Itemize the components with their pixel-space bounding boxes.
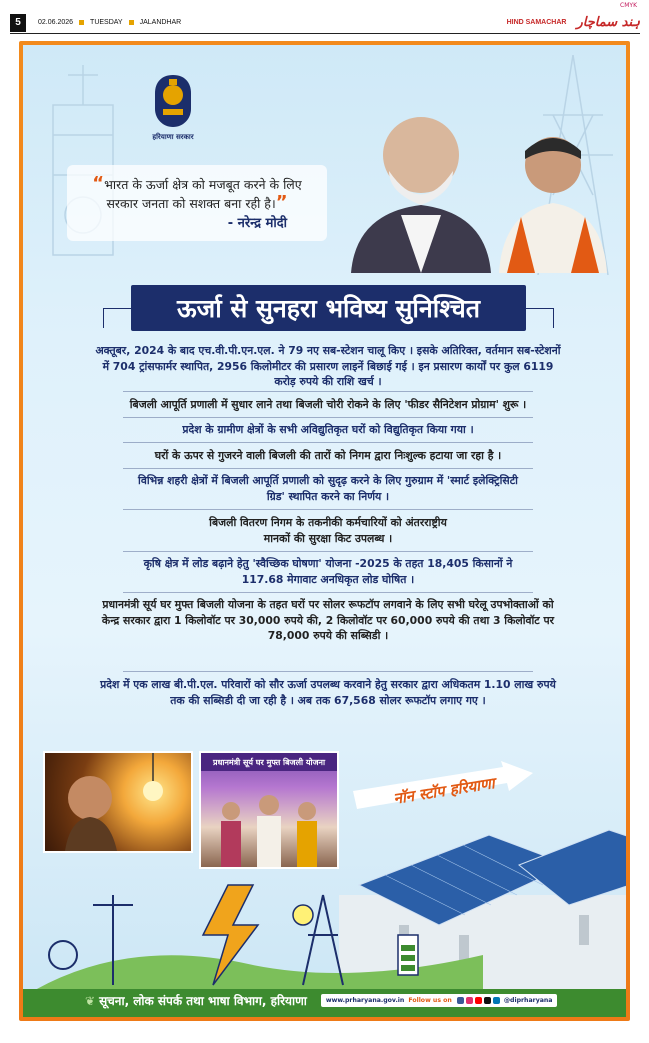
print-color-mark: CMYK [620,2,637,9]
cm-portrait [493,107,613,273]
slogan-text: नॉन स्टॉप हरियाणा [392,774,496,808]
quote-line-2: सरकार जनता को सशक्त बना रही है।” [106,192,288,213]
advertisement-footer [23,989,626,1011]
facebook-icon[interactable] [457,997,464,1004]
separator-dot [129,20,134,25]
point-6: बिजली वितरण निगम के तकनीकी कर्मचारियों को अंतरराष्ट्रीय मानकों की सुरक्षा किट उपलब्ध । [209,516,447,545]
x-icon[interactable] [484,997,491,1004]
divider [123,509,533,510]
social-handle[interactable]: @diprharyana [503,996,553,1004]
close-quote-icon: ” [275,192,288,213]
energy-illustration [23,875,483,997]
divider [123,442,533,443]
masthead-date: 02.06.2026 [38,19,74,26]
advertisement-body [23,45,626,1017]
divider [123,417,533,418]
point-2: बिजली आपूर्ति प्रणाली में सुधार लाने तथा बिजली चोरी रोकने के लिए 'फीडर सैनिटेशन प्रोग्राम' शुरू । [129,398,527,411]
point-3: प्रदेश के ग्रामीण क्षेत्रों के सभी अविद्युतिकृत घरों को विद्युतिकृत किया गया । [182,423,474,436]
pm-quote-box [67,165,327,241]
point-5: विभिन्न शहरी क्षेत्रों में बिजली आपूर्ति प्रणाली को सुदृढ़ करने के लिए गुरुग्राम में 'स्मार्ट इलेक्ट्रिसिटी ग्रिड' स्थापित करने का निर्णय । [138,474,518,503]
point-8: प्रधानमंत्री सूर्य घर मुफ्त बिजली योजना के तहत घरों पर सोलर रूफटॉप लगवाने के लिए सभी घरेलू उपभोक्ताओं को केन्द्र सरकार द्वारा 1 किलोवॉट पर 30,000 रुपये की, 2 किलोवॉट पर 60,000 रुपये की तथा 3 किलोवॉट पर 78,000 रुपये की सब्सिडी । [101,598,555,642]
department-name: ❦ सूचना, लोक संपर्क तथा भाषा विभाग, हरियाणा [85,993,307,1008]
divider [123,551,533,552]
divider [123,468,533,469]
haryana-emblem-icon [151,73,195,129]
masthead-brand: HIND SAMACHAR [506,19,567,26]
website-link[interactable]: www.prharyana.gov.in [325,996,405,1004]
scheme-banner-text: प्रधानमंत्री सूर्य घर मुफ्त बिजली योजना [201,753,337,771]
masthead-city: JALANDHAR [139,19,182,26]
point-7: कृषि क्षेत्र में लोड बढ़ाने हेतु 'स्वैच्छिक घोषणा' योजना -2025 के तहत 18,405 किसानों ने 117.68 मेगावाट अनधिकृत लोड घोषित । [143,557,513,586]
open-quote-icon: “ [92,173,105,194]
pm-portrait [331,93,511,273]
government-advertisement [19,41,630,1021]
separator-dot [79,20,84,25]
footer-contact-strip [321,994,558,1007]
point-9: प्रदेश में एक लाख बी.पी.एल. परिवारों को सौर ऊर्जा उपलब्ध करवाने हेतु सरकार द्वारा अधिकतम 1.10 लाख रुपये तक की सब्सिडी दी जा रही है । अब तक 67,568 सोलर रूफटॉप लगाए गए । [100,678,556,707]
masthead-day: TUESDAY [90,19,123,26]
title-bracket-right [522,308,554,328]
scheme-event-photo [199,751,339,869]
light-bulb-icon [45,753,191,851]
newspaper-logo: ہند سماچار [576,15,640,30]
divider [123,671,533,672]
point-4: घरों के ऊपर से गुजरने वाली बिजली की तारों को निगम द्वारा निःशुल्क हटाया जा रहा है । [154,449,502,462]
point-1: अक्तूबर, 2024 के बाद एच.वी.पी.एन.एल. ने 79 नए सब-स्टेशन चालू किए । इसके अतिरिक्त, वर्तमान सब-स्टेशनों में 704 ट्रांसफार्मर स्थापित, 2956 किलोमीटर की प्रसारण लाइनें बिछाई गई । इन प्रसारण कार्यों पर कुल 6119 करोड़ रुपये की राशि खर्च । [95,344,561,388]
people-group-icon [201,771,337,867]
leaf-icon: ❦ [85,993,96,1008]
youtube-icon[interactable] [475,997,482,1004]
instagram-icon[interactable] [466,997,473,1004]
divider [123,391,533,392]
emblem-label: हरियाणा सरकार [152,133,194,141]
newspaper-masthead [10,12,640,34]
linkedin-icon[interactable] [493,997,500,1004]
follow-label: Follow us on [408,996,452,1004]
quote-line-1: “भारत के ऊर्जा क्षेत्र को मजबूत करने के लिए [92,173,302,194]
quote-author: - नरेन्द्र मोदी [227,216,287,231]
advertisement-title: ऊर्जा से सुनहरा भविष्य सुनिश्चित [131,285,526,331]
page-number: 5 [10,14,26,32]
divider [123,592,533,593]
masthead-brand-group [507,15,640,30]
woman-with-bulb-photo [43,751,193,853]
